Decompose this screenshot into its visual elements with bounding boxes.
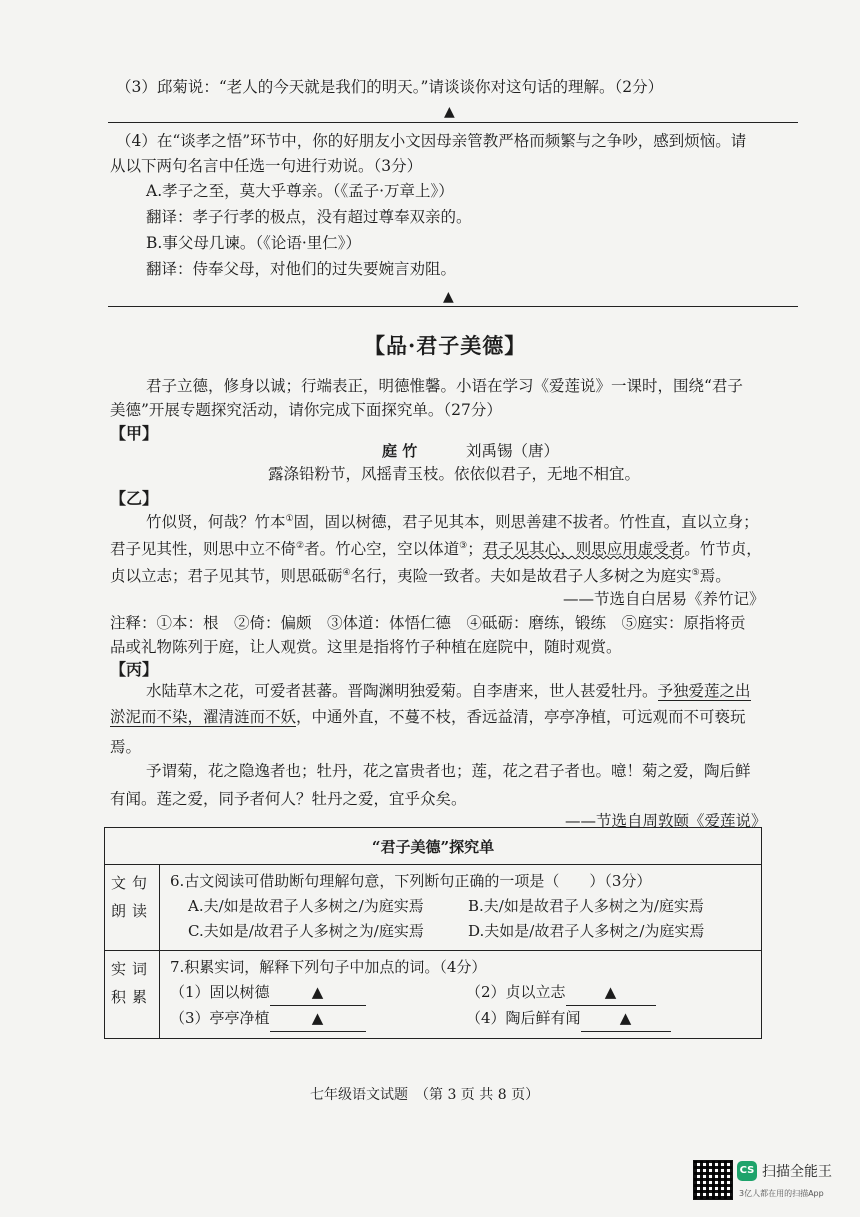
- yi-notes-line2: 品或礼物陈列于庭，让人观赏。这里是指将竹子种植在庭院中，随时观赏。: [110, 638, 622, 656]
- question-4-line2: 从以下两句名言中任选一句进行劝说。（3分）: [110, 157, 423, 175]
- yi-source: ——节选自白居易《养竹记》: [563, 590, 765, 608]
- quote-a: A.孝子之至，莫大乎尊亲。（《孟子·万章上》）: [146, 182, 454, 200]
- probe-table: [104, 827, 762, 1039]
- question-3: （3）邱菊说：“老人的今天就是我们的明天。”请谈谈你对这句话的理解。（2分）: [116, 78, 664, 96]
- answer-blank: ▲: [566, 980, 656, 1006]
- answer-mark: ▲: [443, 289, 454, 305]
- quote-b-translation: 翻译：侍奉父母，对他们的过失要婉言劝阻。: [146, 260, 457, 278]
- poem-author: 刘禹锡（唐）: [466, 442, 560, 460]
- bing-line2: 淤泥而不染，濯清涟而不妖，中通外直，不蔓不枝，香远益清，亭亭净植，可远观而不可亵玩: [110, 708, 746, 726]
- q7-item-3: （3）亭亭净植: [170, 1009, 270, 1027]
- question-4-line1: （4）在“谈孝之悟”环节中，你的好朋友小文因母亲管教严格而频繁与之争吵，感到烦恼。请: [116, 132, 747, 150]
- bing-line1: 水陆草木之花，可爱者甚蕃。晋陶渊明独爱菊。自李唐来，世人甚爱牡丹。予独爱莲之出: [146, 682, 751, 700]
- quote-b: B.事父母几谏。（《论语·里仁》）: [146, 234, 361, 252]
- question-6-cell: [160, 865, 762, 951]
- intro-line2: 美德”开展专题探究活动，请你完成下面探究单。（27分）: [110, 401, 502, 419]
- q7-item-1: （1）固以树德: [170, 983, 270, 1001]
- option-b: B.夫/如是故君子人多树之为/庭实焉: [468, 897, 704, 915]
- watermark-name: 扫描全能王: [762, 1164, 832, 1180]
- bing-line5: 有闻。莲之爱，同予者何人？牡丹之爱，宜乎众矣。: [110, 790, 467, 808]
- option-c: C.夫如是/故君子人多树之为/庭实焉: [188, 922, 424, 940]
- section-title: 【品·君子美德】: [364, 333, 527, 358]
- intro-line1: 君子立德，修身以诚；行端表正，明德惟馨。小语在学习《爱莲说》一课时，围绕“君子: [146, 377, 743, 395]
- page-footer: 七年级语文试题 （第 3 页 共 8 页）: [310, 1087, 540, 1103]
- camscanner-logo-icon: CS: [737, 1161, 757, 1181]
- passage-yi-label: 【乙】: [110, 489, 159, 508]
- bing-source: ——节选自周敦颐《爱莲说》: [565, 812, 767, 830]
- question-6: 6.古文阅读可借助断句理解句意，下列断句正确的一项是（ ）（3分）: [170, 872, 652, 890]
- row-category: 文句朗读: [105, 865, 160, 951]
- answer-blank: ▲: [270, 980, 366, 1006]
- answer-line: [108, 122, 798, 123]
- underlined-sentence: 淤泥而不染，濯清涟而不妖: [110, 708, 297, 726]
- underlined-sentence: 君子见其心，则思应用虚受者: [482, 540, 685, 559]
- poem-body: 露涤铅粉节，风摇青玉枝。依依似君子，无地不相宜。: [268, 465, 641, 483]
- qr-code-icon: [693, 1160, 733, 1200]
- answer-line: [108, 306, 798, 307]
- bing-line4: 予谓菊，花之隐逸者也；牡丹，花之富贵者也；莲，花之君子者也。噫！菊之爱，陶后鲜: [146, 762, 751, 780]
- q7-item-4: （4）陶后鲜有闻: [466, 1009, 581, 1027]
- q7-item-2: （2）贞以立志: [466, 983, 566, 1001]
- option-d: D.夫如是/故君子人多树之/为庭实焉: [468, 922, 705, 940]
- row-category: 实词积累: [105, 951, 160, 1039]
- answer-mark: ▲: [444, 104, 455, 120]
- quote-a-translation: 翻译：孝子行孝的极点，没有超过尊奉双亲的。: [146, 208, 472, 226]
- yi-line1: 竹似贤，何哉？竹本①固，固以树德，君子见其本，则思善建不拔者。竹性直，直以立身；: [146, 513, 759, 532]
- underlined-sentence: 予独爱莲之出: [657, 682, 751, 700]
- probe-title: “君子美德”探究单: [105, 828, 762, 865]
- answer-blank: ▲: [581, 1006, 671, 1032]
- question-7-cell: [160, 951, 762, 1039]
- poem-title: 庭 竹: [382, 442, 418, 460]
- option-a: A.夫/如是故君子人多树之/为庭实焉: [188, 897, 424, 915]
- answer-blank: ▲: [270, 1006, 366, 1032]
- passage-bing-label: 【丙】: [110, 660, 159, 679]
- passage-jia-label: 【甲】: [110, 424, 159, 443]
- bing-line3: 焉。: [110, 738, 142, 756]
- yi-line3: 贞以立志；君子见其节，则思砥砺④名行，夷险一致者。夫如是故君子人多树之为庭实⑤焉。: [110, 567, 731, 586]
- question-7: 7.积累实词，解释下列句子中加点的词。（4分）: [170, 958, 487, 976]
- yi-notes-line1: 注释：①本：根 ②倚：偏颇 ③体道：体悟仁德 ④砥砺：磨练，锻练 ⑤庭实：原指将贡: [110, 614, 746, 632]
- watermark-tagline: 3亿人都在用的扫描App: [739, 1189, 824, 1198]
- yi-line2: 君子见其性，则思中立不倚②者。竹心空，空以体道③；君子见其心，则思应用虚受者。竹节贞，: [110, 540, 762, 559]
